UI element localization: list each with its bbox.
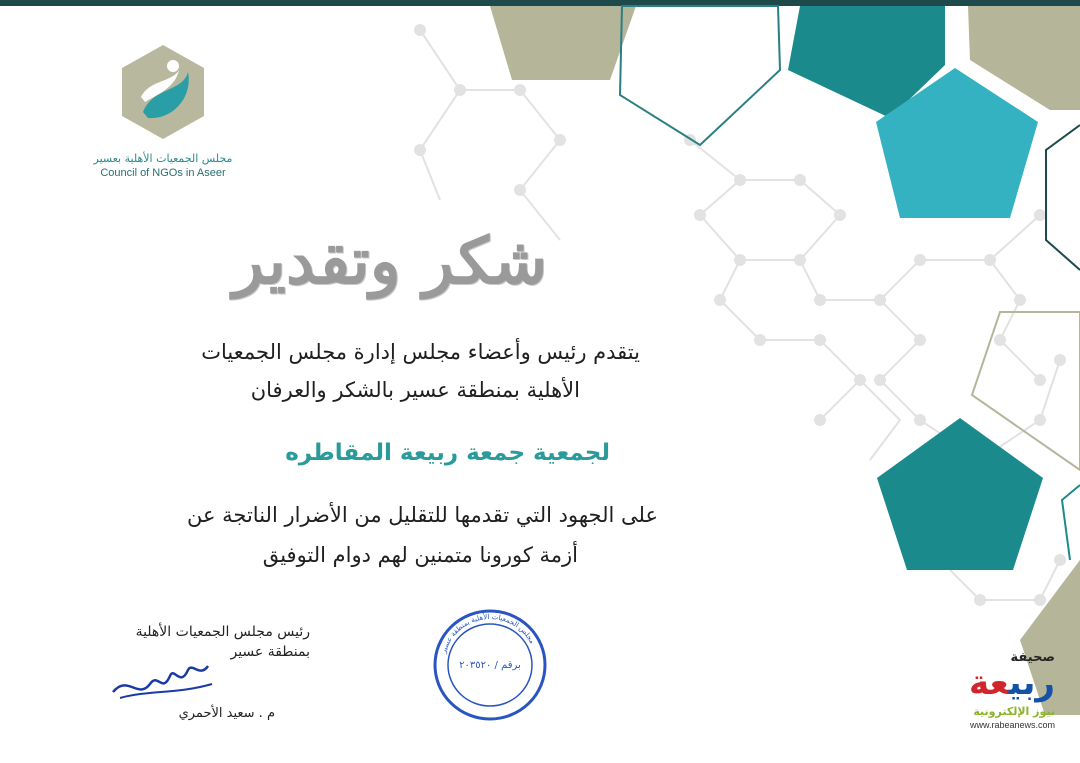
watermark-brand-part-1: ربي bbox=[1008, 663, 1055, 703]
signatory-title-line-2: بمنطقة عسير bbox=[230, 644, 310, 660]
recipient-name: لجمعية جمعة ربيعة المقاطره bbox=[285, 440, 610, 466]
teal-pentagon-bottom bbox=[877, 418, 1043, 570]
khaki-shape-top bbox=[490, 6, 636, 80]
outlined-edge-bottom bbox=[1062, 485, 1080, 560]
stamp-number: برقم / ٢٠٣٥٢٠ bbox=[459, 660, 521, 671]
certificate-heading: شكر وتقدير bbox=[232, 224, 548, 299]
council-hexagon-logo-icon bbox=[113, 42, 213, 142]
body-line-2: أزمة كورونا متمنين لهم دوام التوفيق bbox=[262, 543, 578, 567]
body-line-1: على الجهود التي تقدمها للتقليل من الأضرار الناتجة عن bbox=[186, 503, 658, 527]
council-logo bbox=[78, 42, 248, 179]
intro-line-2: الأهلية بمنطقة عسير بالشكر والعرفان bbox=[250, 378, 580, 402]
outlined-edge-right bbox=[1046, 125, 1080, 270]
newspaper-watermark bbox=[935, 650, 1055, 730]
watermark-label-top: صحيفة bbox=[1010, 650, 1055, 665]
watermark-brand bbox=[935, 663, 1055, 703]
outlined-pentagon bbox=[620, 6, 780, 145]
stamp-text: مجلس الجمعيات الأهلية بمنطقة عسير bbox=[439, 612, 537, 655]
logo-english-name: Council of NGOs in Aseer bbox=[100, 167, 226, 179]
official-stamp-icon bbox=[430, 606, 550, 724]
logo-arabic-name: مجلس الجمعيات الأهلية بعسير bbox=[93, 152, 233, 165]
watermark-brand-part-2: عة bbox=[968, 663, 1009, 703]
intro-line-1: يتقدم رئيس وأعضاء مجلس إدارة مجلس الجمعيات bbox=[201, 340, 640, 364]
watermark-url: www.rabeanews.com bbox=[969, 720, 1055, 730]
watermark-subtitle: نيوز الإلكترونية bbox=[973, 705, 1055, 718]
signatory-title-line-1: رئيس مجلس الجمعيات الأهلية bbox=[135, 624, 310, 640]
signatory-name: م . سعيد الأحمري bbox=[178, 706, 275, 721]
handwritten-signature-icon bbox=[108, 654, 218, 704]
